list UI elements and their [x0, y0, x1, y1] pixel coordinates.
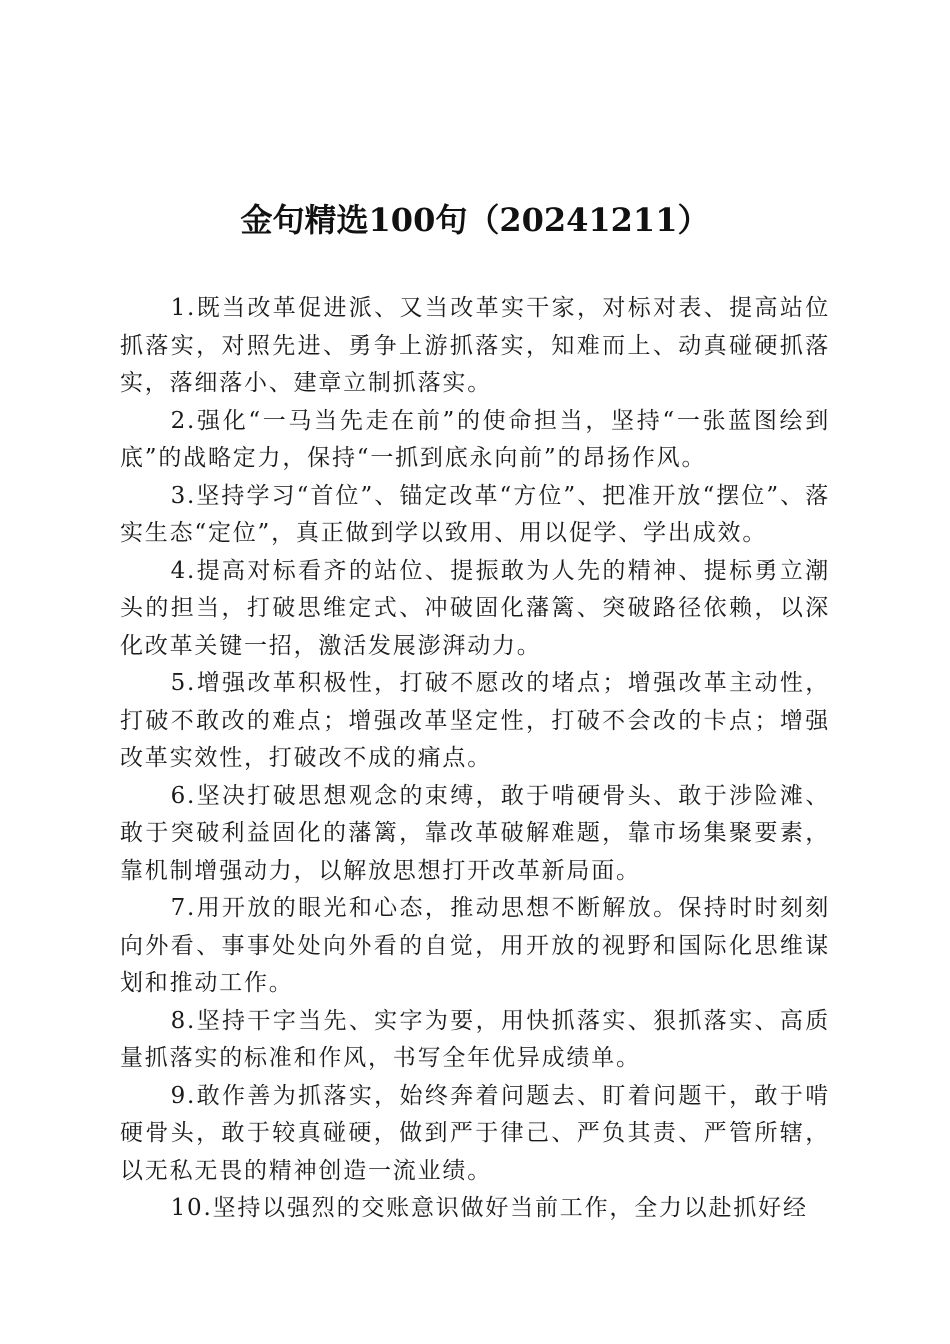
paragraph-8: 8.坚持干字当先、实字为要，用快抓落实、狠抓落实、高质量抓落实的标准和作风，书写全年优异成绩单。 — [120, 1007, 830, 1071]
paragraph-2: 2.强化“一马当先走在前”的使命担当，坚持“一张蓝图绘到底”的战略定力，保持“一抓到底永向前”的昂扬作风。 — [120, 407, 830, 471]
document-title: 金句精选100句（20241211） — [240, 201, 710, 239]
paragraph-10: 10.坚持以强烈的交账意识做好当前工作，全力以赴抓好经 — [170, 1195, 808, 1221]
paragraph-9: 9.敢作善为抓落实，始终奔着问题去、盯着问题干，敢于啃硬骨头，敢于较真碰硬，做到严于律己、严负其责、严管所辖，以无私无畏的精神创造一流业绩。 — [120, 1082, 830, 1184]
paragraph-5: 5.增强改革积极性，打破不愿改的堵点；增强改革主动性，打破不敢改的难点；增强改革坚定性，打破不会改的卡点；增强改革实效性，打破改不成的痛点。 — [120, 670, 830, 771]
paragraph-6: 6.坚决打破思想观念的束缚，敢于啃硬骨头、敢于涉险滩、敢于突破利益固化的藩篱，靠改革破解难题，靠市场集聚要素，靠机制增强动力，以解放思想打开改革新局面。 — [120, 782, 830, 884]
paragraph-7: 7.用开放的眼光和心态，推动思想不断解放。保持时时刻刻向外看、事事处处向外看的自觉，用开放的视野和国际化思维谋划和推动工作。 — [120, 895, 830, 996]
document-body — [120, 290, 830, 1228]
paragraph-3: 3.坚持学习“首位”、锚定改革“方位”、把准开放“摆位”、落实生态“定位”，真正做到学以致用、用以促学、学出成效。 — [120, 482, 830, 546]
paragraph-1: 1.既当改革促进派、又当改革实干家，对标对表、提高站位抓落实，对照先进、勇争上游抓落实，知难而上、动真碰硬抓落实，落细落小、建章立制抓落实。 — [120, 295, 830, 396]
paragraph-4: 4.提高对标看齐的站位、提振敢为人先的精神、提标勇立潮头的担当，打破思维定式、冲破固化藩篱、突破路径依赖，以深化改革关键一招，激活发展澎湃动力。 — [120, 557, 830, 659]
